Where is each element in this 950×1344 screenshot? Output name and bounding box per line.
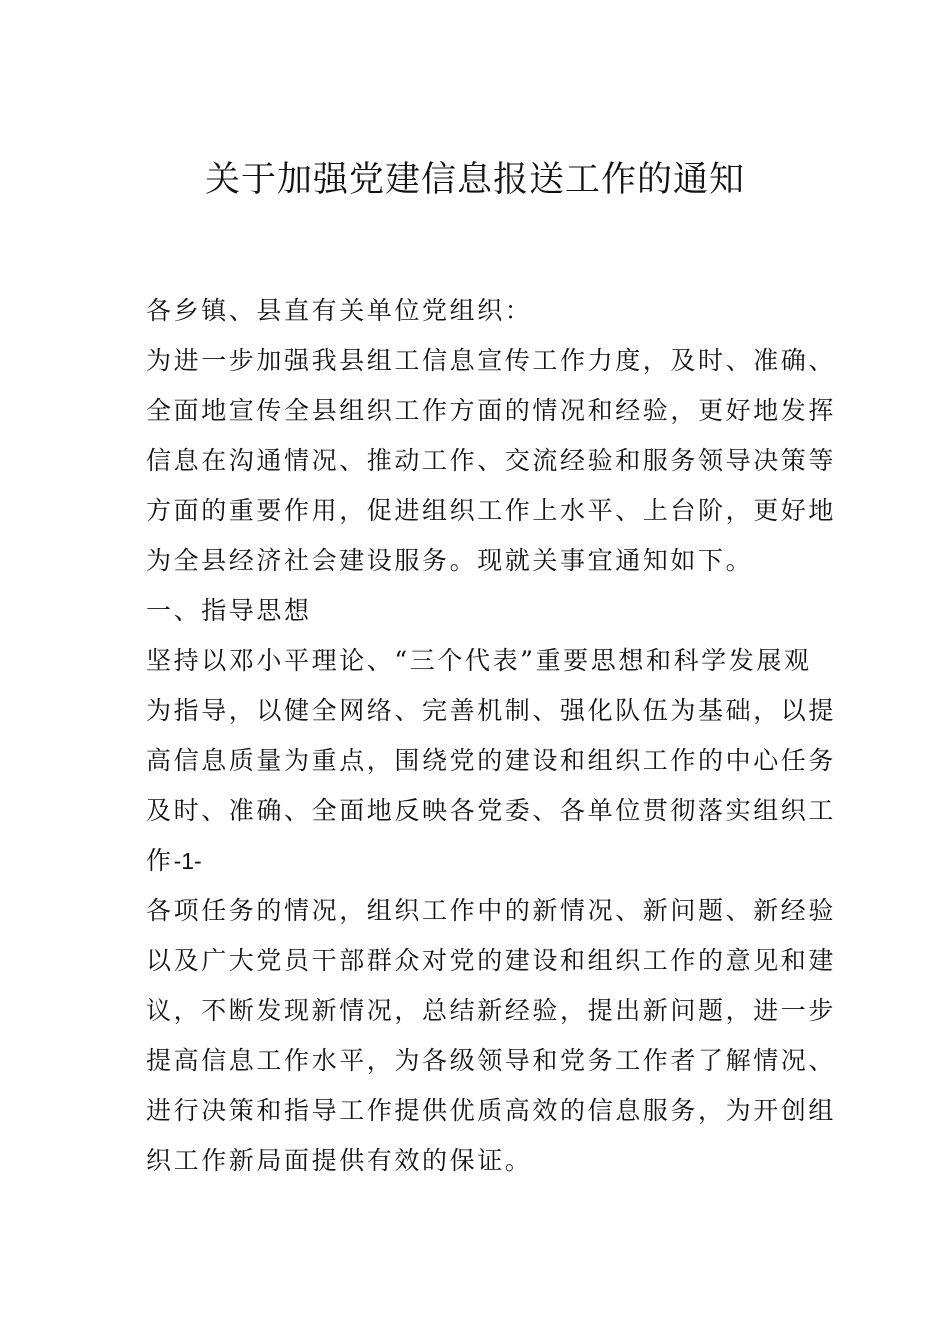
body-line: 及时、准确、全面地反映各党委、各单位贯彻落实组织工	[146, 796, 837, 825]
body-line: 为指导，以健全网络、完善机制、强化队伍为基础，以提	[146, 696, 837, 725]
body-line: 坚持以邓小平理论、“三个代表”重要思想和科学发展观	[146, 646, 812, 675]
body-line: 为全县经济社会建设服务。现就关事宜通知如下。	[146, 546, 754, 575]
body-line: 为进一步加强我县组工信息宣传工作力度，及时、准确、	[146, 346, 837, 375]
salutation-line: 各乡镇、县直有关单位党组织：	[146, 296, 533, 325]
page-break-line	[146, 836, 811, 886]
body-line: 高信息质量为重点，围绕党的建设和组织工作的中心任务	[146, 746, 837, 775]
body-line: 全面地宣传全县组织工作方面的情况和经验，更好地发挥	[146, 396, 837, 425]
body-line: 各项任务的情况，组织工作中的新情况、新问题、新经验	[146, 896, 837, 925]
body-line: 信息在沟通情况、推动工作、交流经验和服务领导决策等	[146, 446, 837, 475]
body-line: 方面的重要作用，促进组织工作上水平、上台阶，更好地	[146, 496, 837, 525]
body-line: 以及广大党员干部群众对党的建设和组织工作的意见和建	[146, 946, 837, 975]
page-number: -1-	[173, 848, 202, 874]
body-line: 进行决策和指导工作提供优质高效的信息服务，为开创组	[146, 1096, 837, 1125]
body-line: 提高信息工作水平，为各级领导和党务工作者了解情况、	[146, 1046, 837, 1075]
body-line: 织工作新局面提供有效的保证。	[146, 1146, 533, 1175]
section-heading: 一、指导思想	[146, 596, 312, 625]
body-line: 议，不断发现新情况，总结新经验，提出新问题，进一步	[146, 996, 837, 1025]
page-break-line-prefix: 作	[146, 846, 174, 875]
document-title: 关于加强党建信息报送工作的通知	[204, 160, 745, 200]
document-body	[146, 286, 837, 1186]
